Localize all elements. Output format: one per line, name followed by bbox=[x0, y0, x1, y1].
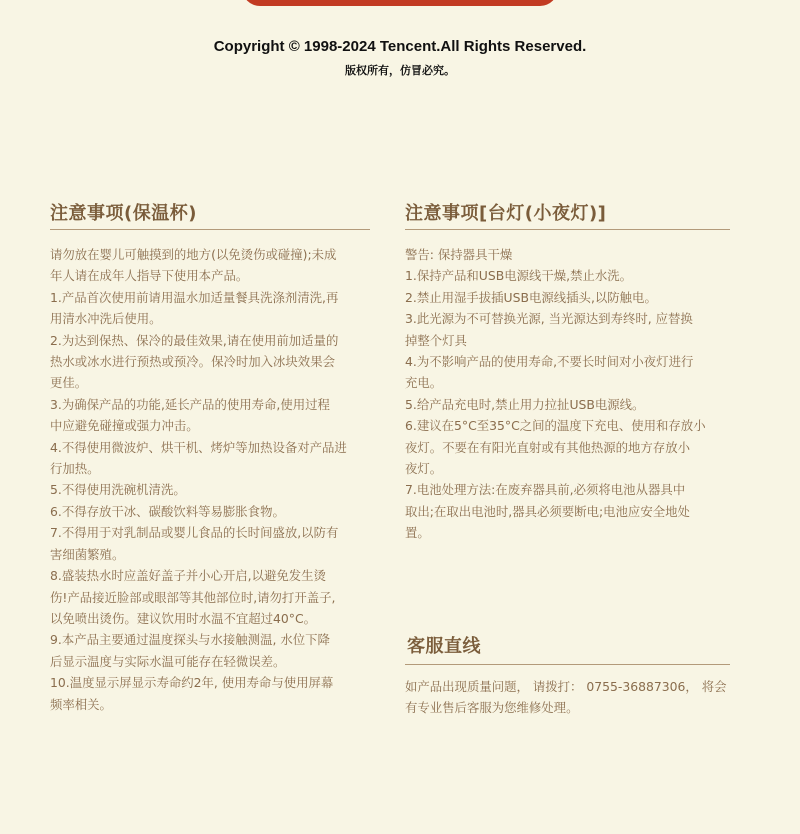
lamp-notice-line: 置。 bbox=[405, 525, 430, 541]
cup-notice-body bbox=[50, 244, 380, 715]
lamp-notice-line: 取出;在取出电池时,器具必须要断电;电池应安全地处 bbox=[405, 503, 690, 519]
lamp-notice-title: 注意事项[台灯(小夜灯)] bbox=[405, 203, 607, 224]
copyright-text: Copyright © 1998-2024 Tencent.All Rights Reserved. bbox=[213, 38, 587, 55]
cup-notice-line: 9.本产品主要通过温度探头与水接触测温, 水位下降 bbox=[50, 632, 330, 648]
cup-notice-line: 2.为达到保热、保冷的最佳效果,请在使用前加适量的 bbox=[50, 332, 339, 348]
lamp-notice-line: 3.此光源为不可替换光源, 当光源达到寿终时, 应替换 bbox=[405, 311, 693, 327]
lamp-notice-line: 夜灯。 bbox=[405, 461, 443, 477]
cup-notice-line: 热水或冰水进行预热或预冷。保冷时加入冰块效果会 bbox=[50, 354, 335, 370]
cup-notice-line: 4.不得使用微波炉、烘干机、烤炉等加热设备对产品进 bbox=[50, 439, 347, 455]
cup-notice-line: 后显示温度与实际水温可能存在轻微误差。 bbox=[50, 653, 286, 669]
lamp-notice-divider bbox=[405, 229, 730, 230]
cup-notice-line: 6.不得存放干冰、碳酸饮料等易膨胀食物。 bbox=[50, 503, 285, 519]
cup-notice-line: 10.温度显示屏显示寿命约2年, 使用寿命与使用屏幕 bbox=[50, 675, 334, 691]
service-hotline-body bbox=[405, 676, 735, 719]
cup-notice-line: 用清水冲洗后使用。 bbox=[50, 311, 162, 327]
top-action-button[interactable] bbox=[242, 0, 558, 6]
cup-notice-divider bbox=[50, 229, 370, 230]
lamp-notice-line: 夜灯。不要在有阳光直射或有其他热源的地方存放小 bbox=[405, 439, 690, 455]
service-hotline-line: 如产品出现质量问题， 请拨打： 0755-36887306， 将会 bbox=[405, 679, 727, 694]
cup-notice-line: 以免喷出烫伤。建议饮用时水温不宜超过40°C。 bbox=[50, 610, 317, 626]
rights-reserved-text: 版权所有，仿冒必究。 bbox=[345, 64, 455, 77]
lamp-notice-line: 6.建议在5°C至35°C之间的温度下充电、使用和存放小 bbox=[405, 418, 706, 434]
service-hotline-line: 有专业售后客服为您维修处理。 bbox=[405, 700, 579, 716]
cup-notice-line: 3.为确保产品的功能,延长产品的使用寿命,使用过程 bbox=[50, 396, 330, 412]
lamp-notice-line: 2.禁止用湿手拔插USB电源线插头,以防触电。 bbox=[405, 289, 657, 305]
cup-notice-line: 频率相关。 bbox=[50, 696, 112, 712]
cup-notice-line: 年人请在成年人指导下使用本产品。 bbox=[50, 268, 249, 284]
lamp-notice-line: 充电。 bbox=[405, 375, 443, 391]
lamp-notice-line: 5.给产品充电时,禁止用力拉扯USB电源线。 bbox=[405, 396, 645, 412]
cup-notice-line: 8.盛装热水时应盖好盖子并小心开启,以避免发生烫 bbox=[50, 568, 326, 584]
cup-notice-line: 请勿放在婴儿可触摸到的地方(以免烫伤或碰撞);未成 bbox=[50, 247, 337, 262]
lamp-notice-line: 1.保持产品和USB电源线干燥,禁止水洗。 bbox=[405, 268, 633, 284]
lamp-notice-line: 掉整个灯具 bbox=[405, 332, 467, 348]
service-hotline-title: 客服直线 bbox=[407, 636, 481, 657]
lamp-notice-line: 7.电池处理方法:在废弃器具前,必须将电池从器具中 bbox=[405, 482, 686, 498]
cup-notice-line: 5.不得使用洗碗机清洗。 bbox=[50, 482, 186, 498]
cup-notice-line: 行加热。 bbox=[50, 461, 100, 477]
cup-notice-line: 害细菌繁殖。 bbox=[50, 546, 125, 562]
service-hotline-divider bbox=[405, 664, 730, 665]
lamp-notice-line: 4.为不影响产品的使用寿命,不要长时间对小夜灯进行 bbox=[405, 354, 694, 370]
cup-notice-line: 伤!产品接近脸部或眼部等其他部位时,请勿打开盖子, bbox=[50, 589, 336, 605]
cup-notice-title: 注意事项(保温杯) bbox=[50, 203, 197, 224]
lamp-notice-body bbox=[405, 244, 735, 544]
cup-notice-line: 更佳。 bbox=[50, 375, 88, 391]
cup-notice-line: 1.产品首次使用前请用温水加适量餐具洗涤剂清洗,再 bbox=[50, 289, 339, 305]
cup-notice-line: 7.不得用于对乳制品或婴儿食品的长时间盛放,以防有 bbox=[50, 525, 339, 541]
cup-notice-line: 中应避免碰撞或强力冲击。 bbox=[50, 418, 199, 434]
lamp-notice-line: 警告: 保持器具干燥 bbox=[405, 247, 513, 262]
